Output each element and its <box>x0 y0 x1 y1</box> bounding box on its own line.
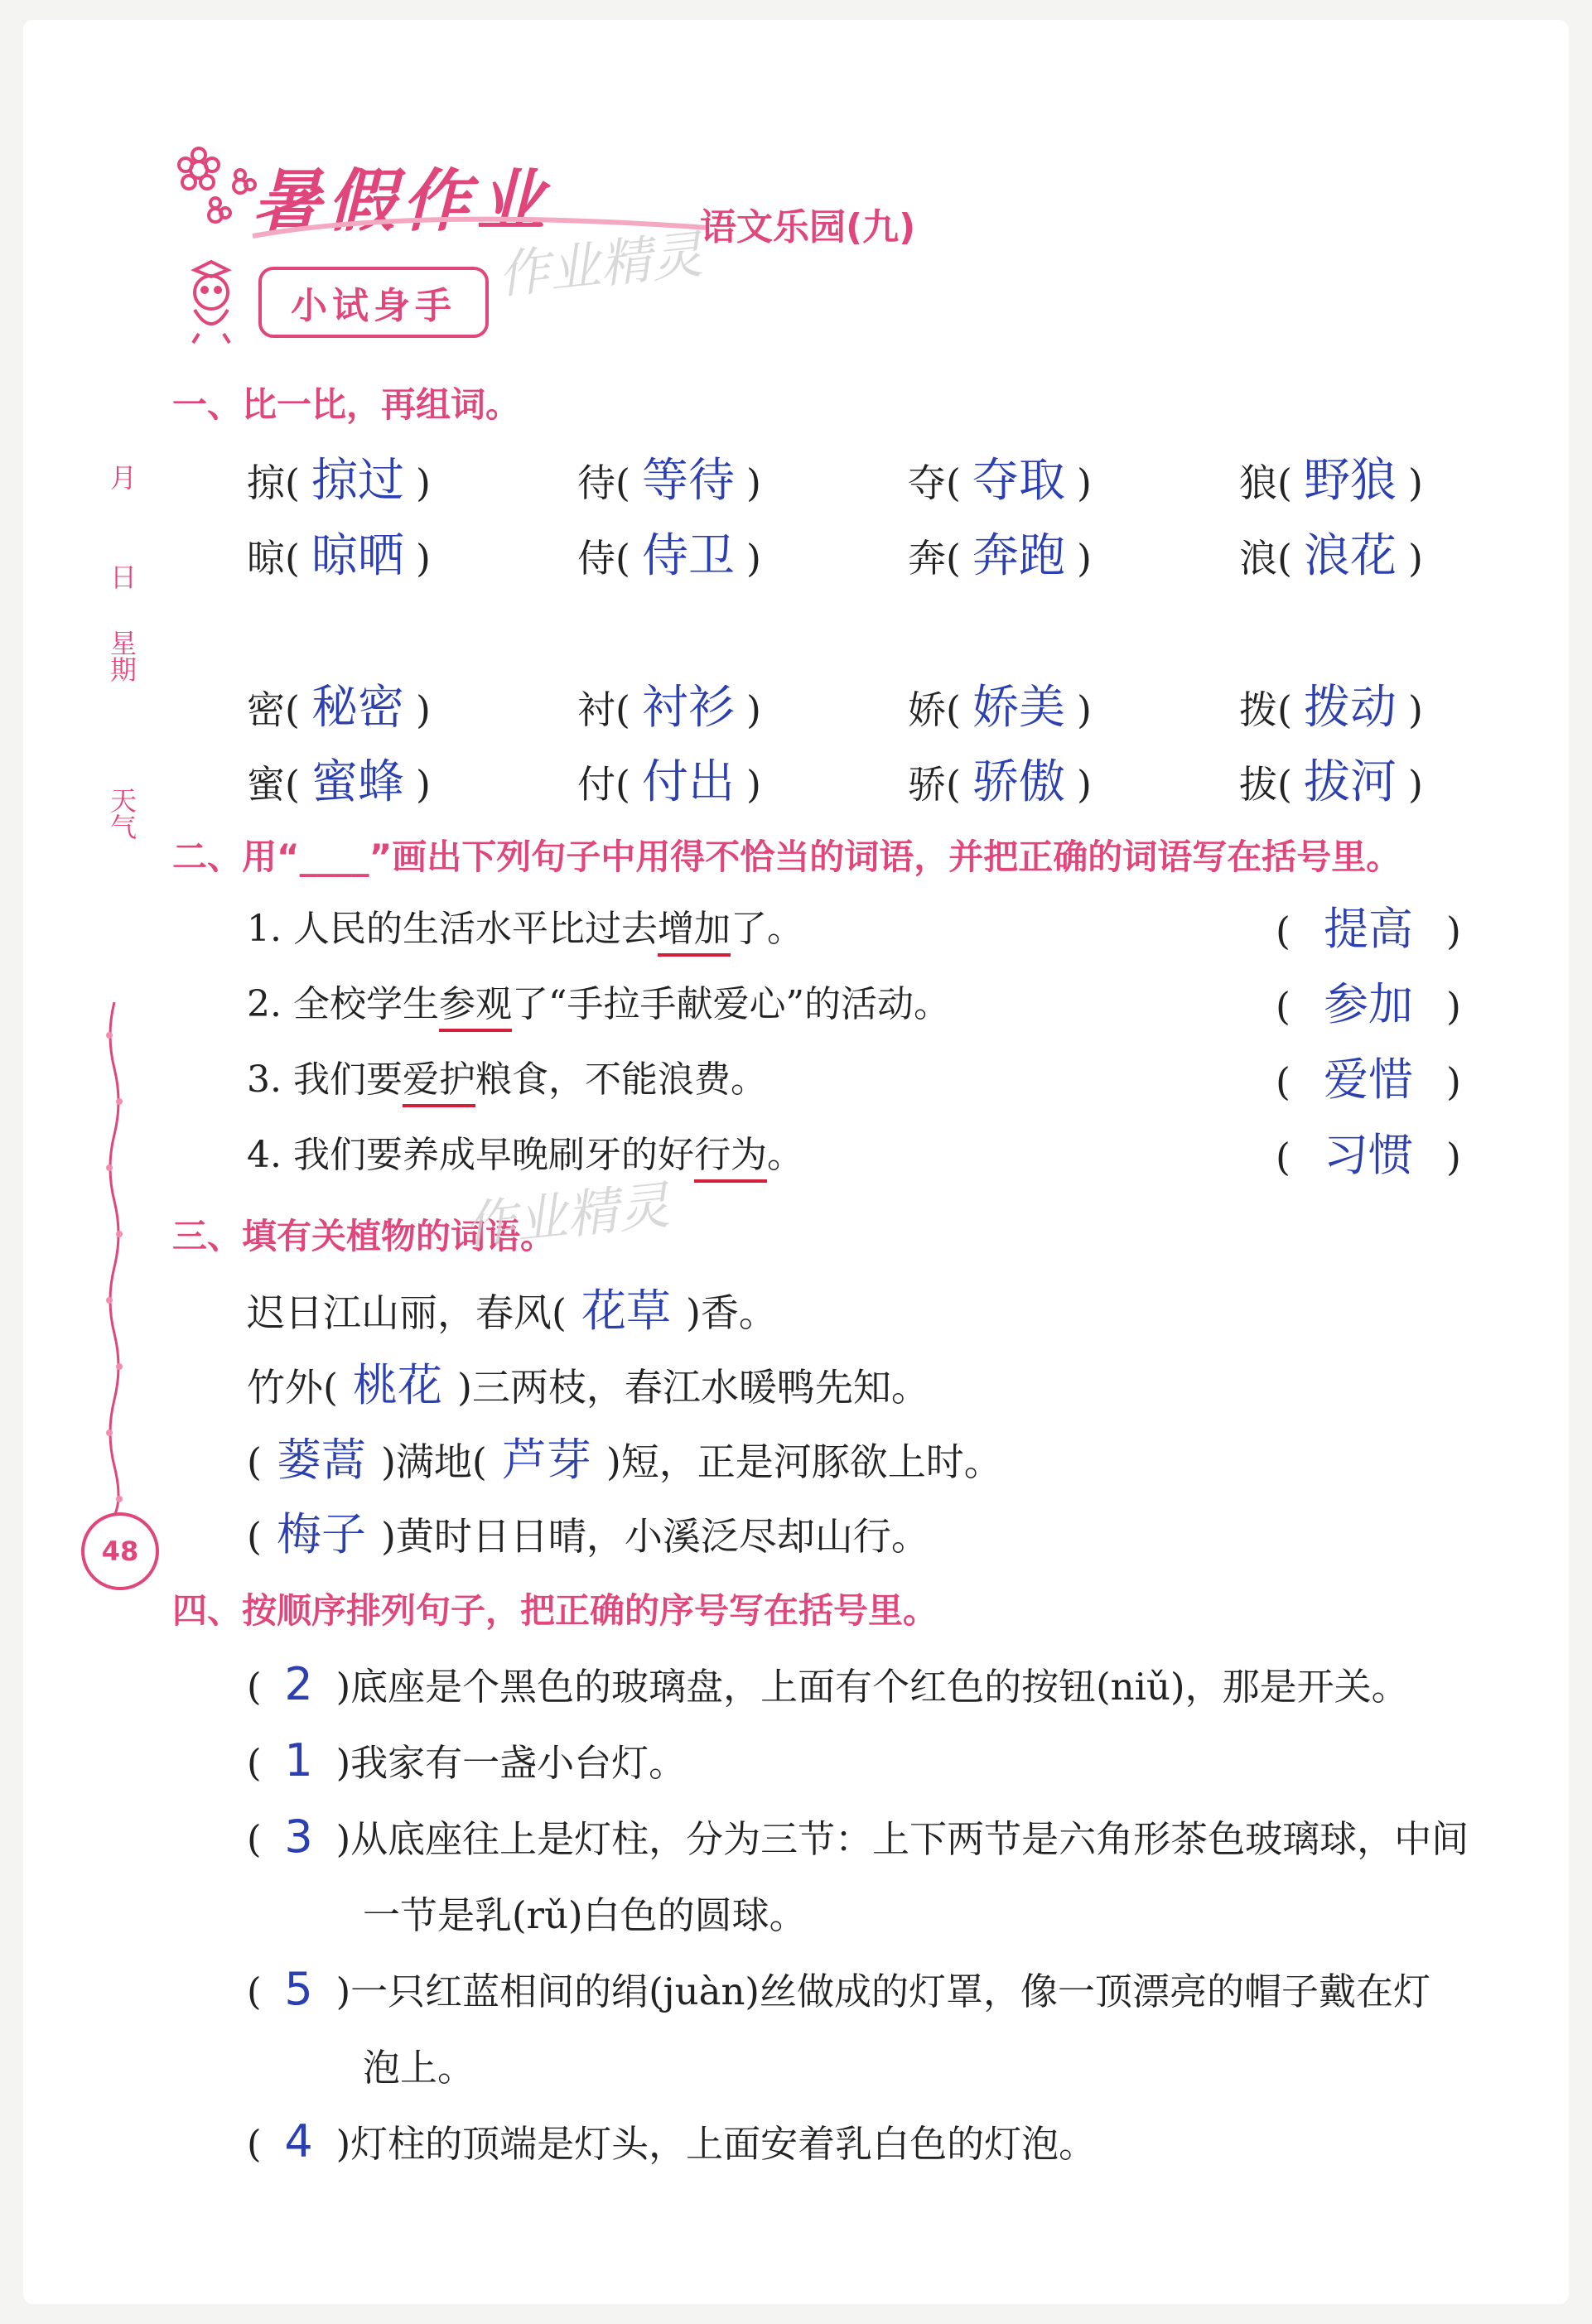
open-paren: ( <box>1276 909 1290 953</box>
word-item <box>247 444 431 510</box>
sidebar-month: 月 <box>106 464 137 490</box>
page-subtitle: 语文乐园(九) <box>700 206 916 248</box>
answer-word: 奔跑 <box>972 529 1065 583</box>
answer-word: 参加 <box>1323 978 1413 1030</box>
page-number: 48 <box>81 1512 159 1590</box>
order-item <box>247 1733 686 1786</box>
close-paren: ) <box>745 536 761 581</box>
order-item <box>247 1809 1469 1863</box>
close-paren: ) <box>1407 762 1423 807</box>
sentence-post: 了。 <box>730 908 803 950</box>
word-item <box>908 444 1092 510</box>
answer-word: 拔河 <box>1303 755 1397 809</box>
close-paren: ) <box>1076 687 1092 732</box>
word-item <box>247 671 431 737</box>
close-paren: ) <box>1076 536 1092 581</box>
poem-text: )满地( <box>380 1439 487 1484</box>
base-char: 蜜( <box>247 762 300 807</box>
q1-heading: 一、比一比，再组词。 <box>172 384 521 425</box>
sentence-item <box>247 899 803 952</box>
base-char: 付( <box>577 762 630 807</box>
poem-line <box>247 1275 777 1339</box>
open-paren: ( <box>247 1970 262 2013</box>
underlined-word: 爱护 <box>403 1058 475 1107</box>
base-char: 奔( <box>908 536 961 581</box>
poem-line <box>247 1425 1002 1488</box>
order-item <box>247 2114 1096 2167</box>
order-text: )灯柱的顶端是灯头，上面安着乳白色的灯泡。 <box>335 2122 1097 2166</box>
answer-word: 骄傲 <box>972 755 1065 809</box>
answer-word: 蒌蒿 <box>276 1434 366 1486</box>
order-number: 3 <box>284 1811 313 1863</box>
poem-line <box>247 1350 929 1414</box>
answer-box <box>1276 969 1461 1033</box>
close-paren: ) <box>415 762 431 807</box>
poem-text: 竹外( <box>247 1365 338 1410</box>
answer-word: 野狼 <box>1303 454 1397 508</box>
close-paren: ) <box>415 687 431 732</box>
close-paren: ) <box>1445 909 1461 953</box>
close-paren: ) <box>1407 536 1423 581</box>
q2-heading: 二、用“____”画出下列句子中用得不恰当的词语，并把正确的词语写在括号里。 <box>172 837 1401 877</box>
sidebar-day: 日 <box>106 563 137 590</box>
close-paren: ) <box>415 536 431 581</box>
close-paren: ) <box>745 687 761 732</box>
underlined-word: 增加 <box>658 908 731 957</box>
word-item <box>577 444 761 510</box>
answer-box <box>1276 1044 1461 1108</box>
answer-word: 花草 <box>581 1285 671 1337</box>
base-char: 拨( <box>1239 687 1292 732</box>
base-char: 密( <box>247 687 300 732</box>
watermark-2: 作业精灵 <box>461 1174 673 1256</box>
sentence-pre: 1. 人民的生活水平比过去 <box>247 908 658 950</box>
order-item <box>247 1656 1409 1710</box>
answer-word: 衬衫 <box>641 681 735 735</box>
base-char: 狼( <box>1239 460 1292 505</box>
close-paren: ) <box>1445 1059 1461 1104</box>
answer-word: 娇美 <box>972 681 1065 735</box>
order-item-continuation: 一节是乳(rǔ)白色的圆球。 <box>363 1893 807 1937</box>
order-number: 2 <box>284 1658 313 1710</box>
base-char: 拔( <box>1239 762 1292 807</box>
answer-word: 侍卫 <box>641 529 735 583</box>
word-item <box>577 671 761 737</box>
order-text: )从底座往上是灯柱，分为三节：上下两节是六角形茶色玻璃球，中间 <box>335 1817 1469 1861</box>
underlined-word: 行为 <box>694 1134 767 1183</box>
answer-word: 提高 <box>1323 903 1413 955</box>
word-item <box>577 745 761 812</box>
poem-text: 迟日江山丽，春风( <box>247 1290 567 1335</box>
answer-word: 秘密 <box>311 681 404 735</box>
sentence-item <box>247 974 950 1027</box>
answer-box <box>1276 1120 1461 1184</box>
word-item <box>247 519 431 586</box>
open-paren: ( <box>247 1665 262 1709</box>
sentence-post: 了“手拉手献爱心”的活动。 <box>511 983 950 1025</box>
watermark: 作业精灵 <box>494 224 706 306</box>
close-paren: ) <box>1407 460 1423 505</box>
answer-word: 梅子 <box>276 1508 366 1560</box>
q3-heading: 三、填有关植物的词语。 <box>172 1216 556 1256</box>
base-char: 掠( <box>247 460 300 505</box>
base-char: 娇( <box>908 687 961 732</box>
sentence-post: 粮食，不能浪费。 <box>475 1058 767 1101</box>
page-title: 暑假作业 <box>253 162 551 241</box>
answer-box <box>1276 894 1461 957</box>
answer-word: 浪花 <box>1303 529 1397 583</box>
word-item <box>908 519 1092 586</box>
word-item <box>908 671 1092 737</box>
word-item <box>1239 519 1423 586</box>
word-item <box>1239 444 1423 510</box>
word-item <box>1239 745 1423 812</box>
open-paren: ( <box>247 2122 262 2166</box>
base-char: 夺( <box>908 460 961 505</box>
open-paren: ( <box>247 1741 262 1785</box>
sentence-pre: 4. 我们要养成早晚刷牙的好 <box>247 1134 694 1176</box>
poem-text: ( <box>247 1514 262 1559</box>
open-paren: ( <box>1276 1135 1290 1179</box>
order-number: 4 <box>284 2115 313 2167</box>
order-item-continuation: 泡上。 <box>363 2046 475 2090</box>
sentence-pre: 3. 我们要 <box>247 1058 403 1101</box>
word-item <box>1239 671 1423 737</box>
close-paren: ) <box>415 460 431 505</box>
answer-word: 爱惜 <box>1323 1054 1413 1106</box>
base-char: 待( <box>577 460 630 505</box>
answer-word: 掠过 <box>311 454 404 508</box>
mascot-icon <box>170 255 253 346</box>
answer-word: 拨动 <box>1303 681 1397 735</box>
word-item <box>247 745 431 812</box>
base-char: 浪( <box>1239 536 1292 581</box>
base-char: 侍( <box>577 536 630 581</box>
close-paren: ) <box>1445 984 1461 1029</box>
section-label: 小试身手 <box>258 267 489 338</box>
sidebar-weekday: 星期 <box>106 629 137 682</box>
poem-text: ( <box>247 1439 262 1484</box>
close-paren: ) <box>745 762 761 807</box>
sentence-pre: 2. 全校学生 <box>247 983 439 1025</box>
close-paren: ) <box>1445 1135 1461 1179</box>
order-text: )我家有一盏小台灯。 <box>335 1741 687 1785</box>
order-number: 1 <box>284 1734 313 1786</box>
poem-text: )黄时日日晴，小溪泛尽却山行。 <box>380 1514 929 1559</box>
answer-word: 桃花 <box>352 1359 442 1411</box>
answer-word: 习惯 <box>1323 1129 1413 1181</box>
answer-word: 付出 <box>641 755 735 809</box>
base-char: 骄( <box>908 762 961 807</box>
sidebar-weather: 天气 <box>106 787 137 840</box>
answer-word: 芦芽 <box>501 1434 591 1486</box>
close-paren: ) <box>745 460 761 505</box>
order-text: )一只红蓝相间的绢(juàn)丝做成的灯罩，像一顶漂亮的帽子戴在灯 <box>335 1970 1430 2013</box>
order-item <box>247 1961 1430 2015</box>
underlined-word: 参观 <box>439 983 512 1032</box>
poem-text: )三两枝，春江水暖鸭先知。 <box>456 1365 929 1410</box>
poem-text: )短，正是河豚欲上时。 <box>605 1439 1002 1484</box>
poem-text: )香。 <box>685 1290 777 1335</box>
open-paren: ( <box>1276 1059 1290 1104</box>
poem-line <box>247 1499 929 1563</box>
base-char: 衬( <box>577 687 630 732</box>
q4-heading: 四、按顺序排列句子，把正确的序号写在括号里。 <box>172 1590 938 1631</box>
close-paren: ) <box>1407 687 1423 732</box>
answer-word: 蜜蜂 <box>311 755 404 809</box>
sentence-item <box>247 1049 767 1102</box>
answer-word: 等待 <box>641 454 735 508</box>
order-text: )底座是个黑色的玻璃盘，上面有个红色的按钮(niǔ)，那是开关。 <box>335 1665 1409 1709</box>
base-char: 晾( <box>247 536 300 581</box>
answer-word: 夺取 <box>972 454 1065 508</box>
close-paren: ) <box>1076 762 1092 807</box>
sentence-item <box>247 1125 803 1178</box>
order-number: 5 <box>284 1963 313 2015</box>
open-paren: ( <box>1276 984 1290 1029</box>
open-paren: ( <box>247 1817 262 1861</box>
word-item <box>577 519 761 586</box>
word-item <box>908 745 1092 812</box>
close-paren: ) <box>1076 460 1092 505</box>
vine-decoration-icon <box>104 1002 124 1516</box>
answer-word: 晾晒 <box>311 529 404 583</box>
sentence-post: 。 <box>766 1134 803 1176</box>
